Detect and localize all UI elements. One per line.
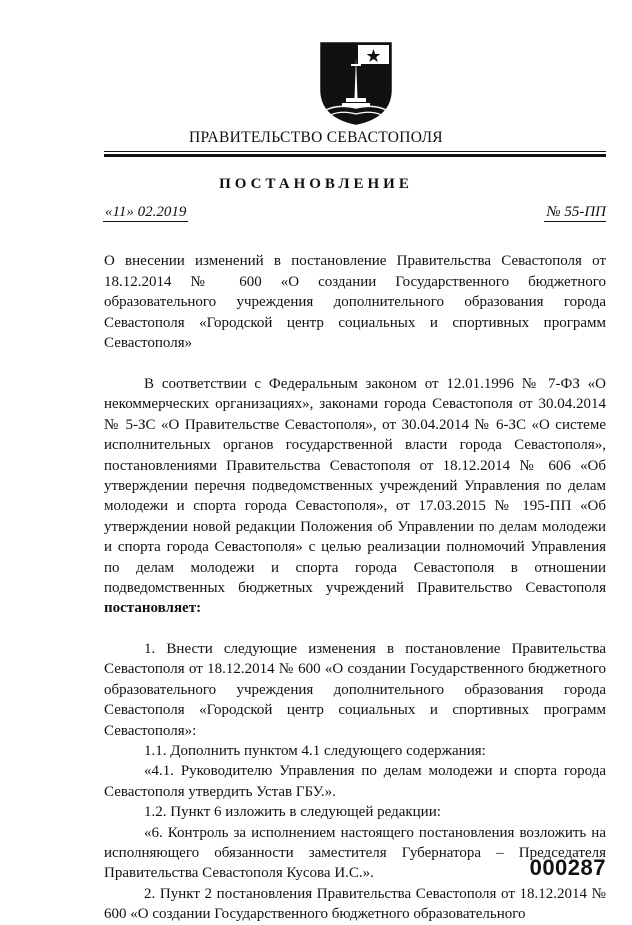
header-divider-thick — [104, 154, 606, 157]
document-subject: О внесении изменений в постановление Правительства Севастополя от 18.12.2014 № 600 «О создании Государственного бюджетного образовательного учреждения дополнительного образования города Севастополя «Городской центр социальных и спортивных программ Севастополя» — [104, 253, 606, 352]
item-1: 1. Внести следующие изменения в постановление Правительства Севастополя от 18.12.2014 № 600 «О создании Государственного бюджетного образовательного учреждения дополнительного образования города Севастополя «Городской центр социальных и спортивных программ Севастополя»: — [104, 640, 606, 739]
serial-number: 000287 — [529, 855, 606, 880]
item-2: 2. Пункт 2 постановления Правительства Севастополя от 18.12.2014 № 600 «О создании Государственного бюджетного образовательного — [104, 885, 606, 923]
item-1-1: 1.1. Дополнить пунктом 4.1 следующего содержания: — [144, 742, 486, 759]
document-number: № 55-ПП — [546, 204, 606, 220]
sevastopol-coat-of-arms-icon — [318, 40, 394, 126]
item-1-2-text: «6. Контроль за исполнением настоящего постановления возложить на исполняющего обязанности заместителя Губернатора – Председателя Правительства Севастополя Кусова И.С.». — [104, 824, 606, 882]
item-1-1-text: «4.1. Руководителю Управления по делам молодежи и спорта города Севастополя утвердить Устав ГБУ.». — [104, 763, 606, 800]
item-1-2: 1.2. Пункт 6 изложить в следующей редакции: — [144, 804, 441, 821]
document-type: ПОСТАНОВЛЕНИЕ — [219, 176, 413, 192]
document-date: «11» 02.2019 — [105, 204, 187, 220]
resolves-word: постановляет: — [104, 600, 202, 617]
preamble-paragraph — [104, 374, 606, 619]
header-divider-thin — [104, 151, 606, 152]
document-body — [104, 374, 606, 925]
preamble-text: В соответствии с Федеральным законом от 12.01.1996 № 7-ФЗ «О некоммерческих организациях», законами города Севастополя от 30.04.2014 № 5-ЗС «О Правительстве Севастополя», от 30.04.2014 № 6-ЗС «О системе исполнительных органов государственной власти города Севастополя», постановлениями Правительства Севастополя от 18.12.2014 № 606 «Об утверждении перечня подведомственных учреждений Управления по делам молодежи и спорта города Севастополя», от 17.03.2015 № 195-ПП «Об утверждении новой редакции Положения об Управлении по делам молодежи и спорта города Севастополя» с целью реализации полномочий Управления по делам молодежи и спорта города Севастополя в отношении подведомственных бюджетных учреждений Правительство Севастополя — [104, 376, 606, 597]
government-title: ПРАВИТЕЛЬСТВО СЕВАСТОПОЛЯ — [189, 129, 443, 146]
